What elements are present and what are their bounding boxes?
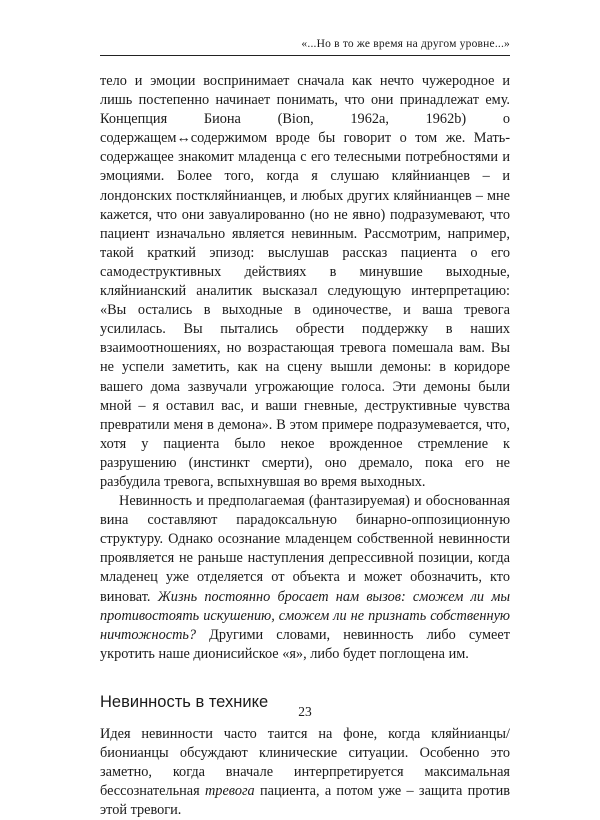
section-paragraph [100, 725, 510, 820]
section-heading: Невинность в технике [100, 692, 269, 711]
paragraph-text: Другими словами, невинность либо сумеет укротить наше дионисийское «я», либо будет поглощена им. [100, 626, 510, 662]
paragraph-italic-text: Жизнь постоянно бросает нам вызов: сможем ли мы противостоять искушению, сможем ли не признать собственную ничтожность? [100, 588, 511, 643]
paragraph-text: Невинность и предполагаемая (фантазируемая) и обоснованная вина составляют парадоксальную бинарно-оппозиционную структуру. Однако осознание младенцем собственной невинности проявляется не раньше наступления депрессивной позиции, когда младенец уже отделяется от объекта и может обозначить, кто виноват. [100, 493, 510, 605]
paragraph-text: Идея невинности часто таится на фоне, когда кляйнианцы/бионианцы обсуждают клинические ситуации. Особенно это заметно, когда вначале интерпретируется максимальная бессознательная [100, 725, 510, 800]
paragraph-italic-text: тревога [204, 783, 255, 800]
running-head: «...Но в то же время на другом уровне...» [301, 38, 510, 50]
page-number: 23 [298, 704, 312, 719]
header-rule [100, 55, 510, 56]
paragraph-innocence-guilt [100, 492, 510, 664]
paragraph-text: пациента, а потом уже – защита против этой тревоги. [100, 783, 511, 819]
paragraph-continued: тело и эмоции воспринимает сначала как нечто чужеродное и лишь постепенно начинает понимать, что они принадлежат ему. Концепция Биона (Bion, 1962a, 1962b) о содержащем↔содержимом вроде бы говорит о том же. Мать-содержащее знакомит младенца с его телесными потребностями и эмоциями. Более того, когда я слушаю кляйнианцев – и лондонских посткляйнианцев, и любых других кляйнианцев – мне кажется, что они завуалированно (но не явно) подразумевают, что пациент изначально является невинным. Рассмотрим, например, такой краткий эпизод: выслушав рассказ пациента о его самодеструктивных действиях в минувшие выходные, кляйнианский аналитик высказал следующую интерпретацию: «Вы остались в выходные в одиночестве, и ваша тревога усилилась. Вы пытались обрести поддержку в наших взаимоотношениях, но возрастающая тревога помешала вам. Вы не успели заметить, как на сцену вышли демоны: в коридоре вашего дома зазвучали угрожающие голоса. Эти демоны были мной – я оставил вас, и ваши гневные, деструктивные чувства превратили меня в демона». В этом примере подразумевается, что, хотя у пациента было некое врожденное стремление к разрушению (инстинкт смерти), оно дремало, пока его не разбудила тревога, вспыхнувшая во время выходных. [100, 73, 510, 490]
